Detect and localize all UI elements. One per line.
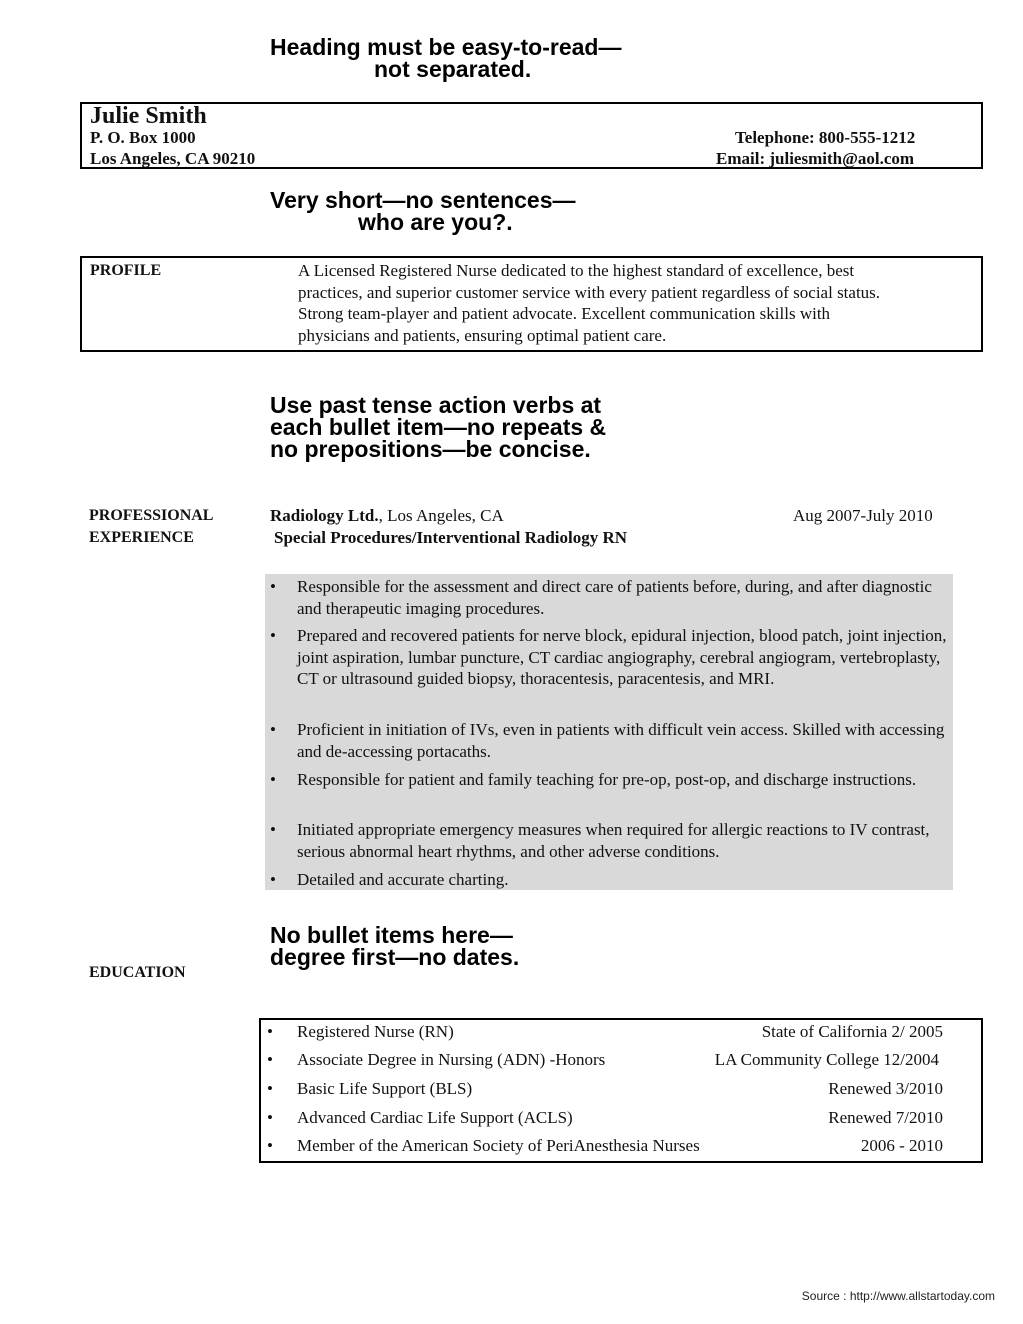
education-box: [259, 1018, 983, 1163]
profile-line-3: Strong team-player and patient advocate. Excellent communication skills with: [298, 304, 831, 323]
bullet-dot: •: [267, 1079, 273, 1098]
employer-line: [270, 505, 504, 527]
employment-dates: Aug 2007-July 2010: [793, 506, 933, 525]
profile-line-4: physicians and patients, ensuring optimal patient care.: [298, 326, 667, 345]
education-item: Associate Degree in Nursing (ADN) -Honors: [297, 1050, 606, 1069]
bullet-dot: •: [270, 870, 276, 889]
employer-name: Radiology Ltd.: [270, 506, 379, 525]
profile-label: PROFILE: [90, 262, 162, 279]
experience-note-line-3: no prepositions—be concise.: [270, 436, 591, 462]
source-credit: Source : http://www.allstartoday.com: [801, 1289, 995, 1303]
education-detail: LA Community College 12/2004: [714, 1050, 939, 1069]
experience-note-line-2: each bullet item—no repeats &: [270, 414, 607, 440]
bullet-dot: •: [270, 577, 276, 596]
experience-label-1: PROFESSIONAL: [89, 507, 214, 524]
education-detail: State of California 2/ 2005: [761, 1022, 943, 1041]
profile-line-1: A Licensed Registered Nurse dedicated to the highest standard of excellence, best: [298, 261, 855, 280]
heading-note-line-2: not separated.: [374, 56, 532, 82]
bullet-dot: •: [270, 770, 276, 789]
education-item: Member of the American Society of PeriAnesthesia Nurses: [297, 1136, 700, 1155]
candidate-name: Julie Smith: [90, 103, 207, 129]
telephone: Telephone: 800-555-1212: [735, 128, 916, 147]
experience-note: [270, 394, 606, 460]
contact-header-box: [80, 102, 983, 169]
education-item: Basic Life Support (BLS): [297, 1079, 473, 1098]
bullet-dot: •: [267, 1108, 273, 1127]
heading-note: [270, 36, 621, 80]
employer-location: , Los Angeles, CA: [378, 506, 504, 525]
bullet-dot: •: [267, 1136, 273, 1155]
address-line-1: P. O. Box 1000: [90, 128, 196, 147]
profile-line-2: practices, and superior customer service with every patient regardless of social status.: [298, 283, 881, 302]
profile-box: [80, 256, 983, 352]
bullet-text: Responsible for the assessment and direct care of patients before, during, and after diagnostic and therapeutic imaging procedures.: [297, 577, 932, 618]
bullet-text: Responsible for patient and family teaching for pre-op, post-op, and discharge instructions.: [297, 770, 917, 789]
bullet-text: Prepared and recovered patients for nerve block, epidural injection, blood patch, joint injection, joint aspiration, lumbar puncture, CT cardiac angiography, cerebral angiogram, vertebroplasty, CT or ultrasound guided biopsy, thoracentesis, paracentesis, and MRI.: [297, 626, 947, 688]
education-note-line-2: degree first—no dates.: [270, 944, 520, 970]
address-line-2: Los Angeles, CA 90210: [90, 149, 256, 168]
education-detail: 2006 - 2010: [860, 1136, 943, 1155]
bullet-text: Detailed and accurate charting.: [297, 870, 509, 889]
email: Email: juliesmith@aol.com: [716, 149, 915, 168]
bullet-text: Proficient in initiation of IVs, even in patients with difficult vein access. Skilled with accessing and de-accessing portacaths.: [297, 720, 945, 761]
profile-note-line-1: Very short—no sentences—: [270, 187, 576, 213]
profile-note: [270, 189, 576, 233]
bullet-dot: •: [267, 1022, 273, 1041]
bullet-dot: •: [270, 820, 276, 839]
bullet-dot: •: [270, 720, 276, 739]
experience-label-2: EXPERIENCE: [89, 529, 194, 546]
bullet-text: Initiated appropriate emergency measures when required for allergic reactions to IV contrast, serious abnormal heart rhythms, and other adverse conditions.: [297, 820, 930, 861]
education-item: Advanced Cardiac Life Support (ACLS): [297, 1108, 573, 1127]
experience-note-line-1: Use past tense action verbs at: [270, 392, 602, 418]
profile-note-line-2: who are you?.: [358, 209, 513, 235]
bullet-dot: •: [270, 626, 276, 645]
education-label: EDUCATION: [89, 964, 186, 981]
job-title: Special Procedures/Interventional Radiology RN: [274, 528, 628, 547]
education-note: [270, 924, 519, 968]
education-detail: Renewed 3/2010: [828, 1079, 943, 1098]
heading-note-line-1: Heading must be easy-to-read—: [270, 34, 622, 60]
bullet-dot: •: [267, 1050, 273, 1069]
experience-bullets: [265, 574, 953, 890]
education-item: Registered Nurse (RN): [297, 1022, 454, 1041]
education-note-line-1: No bullet items here—: [270, 922, 513, 948]
education-detail: Renewed 7/2010: [828, 1108, 943, 1127]
